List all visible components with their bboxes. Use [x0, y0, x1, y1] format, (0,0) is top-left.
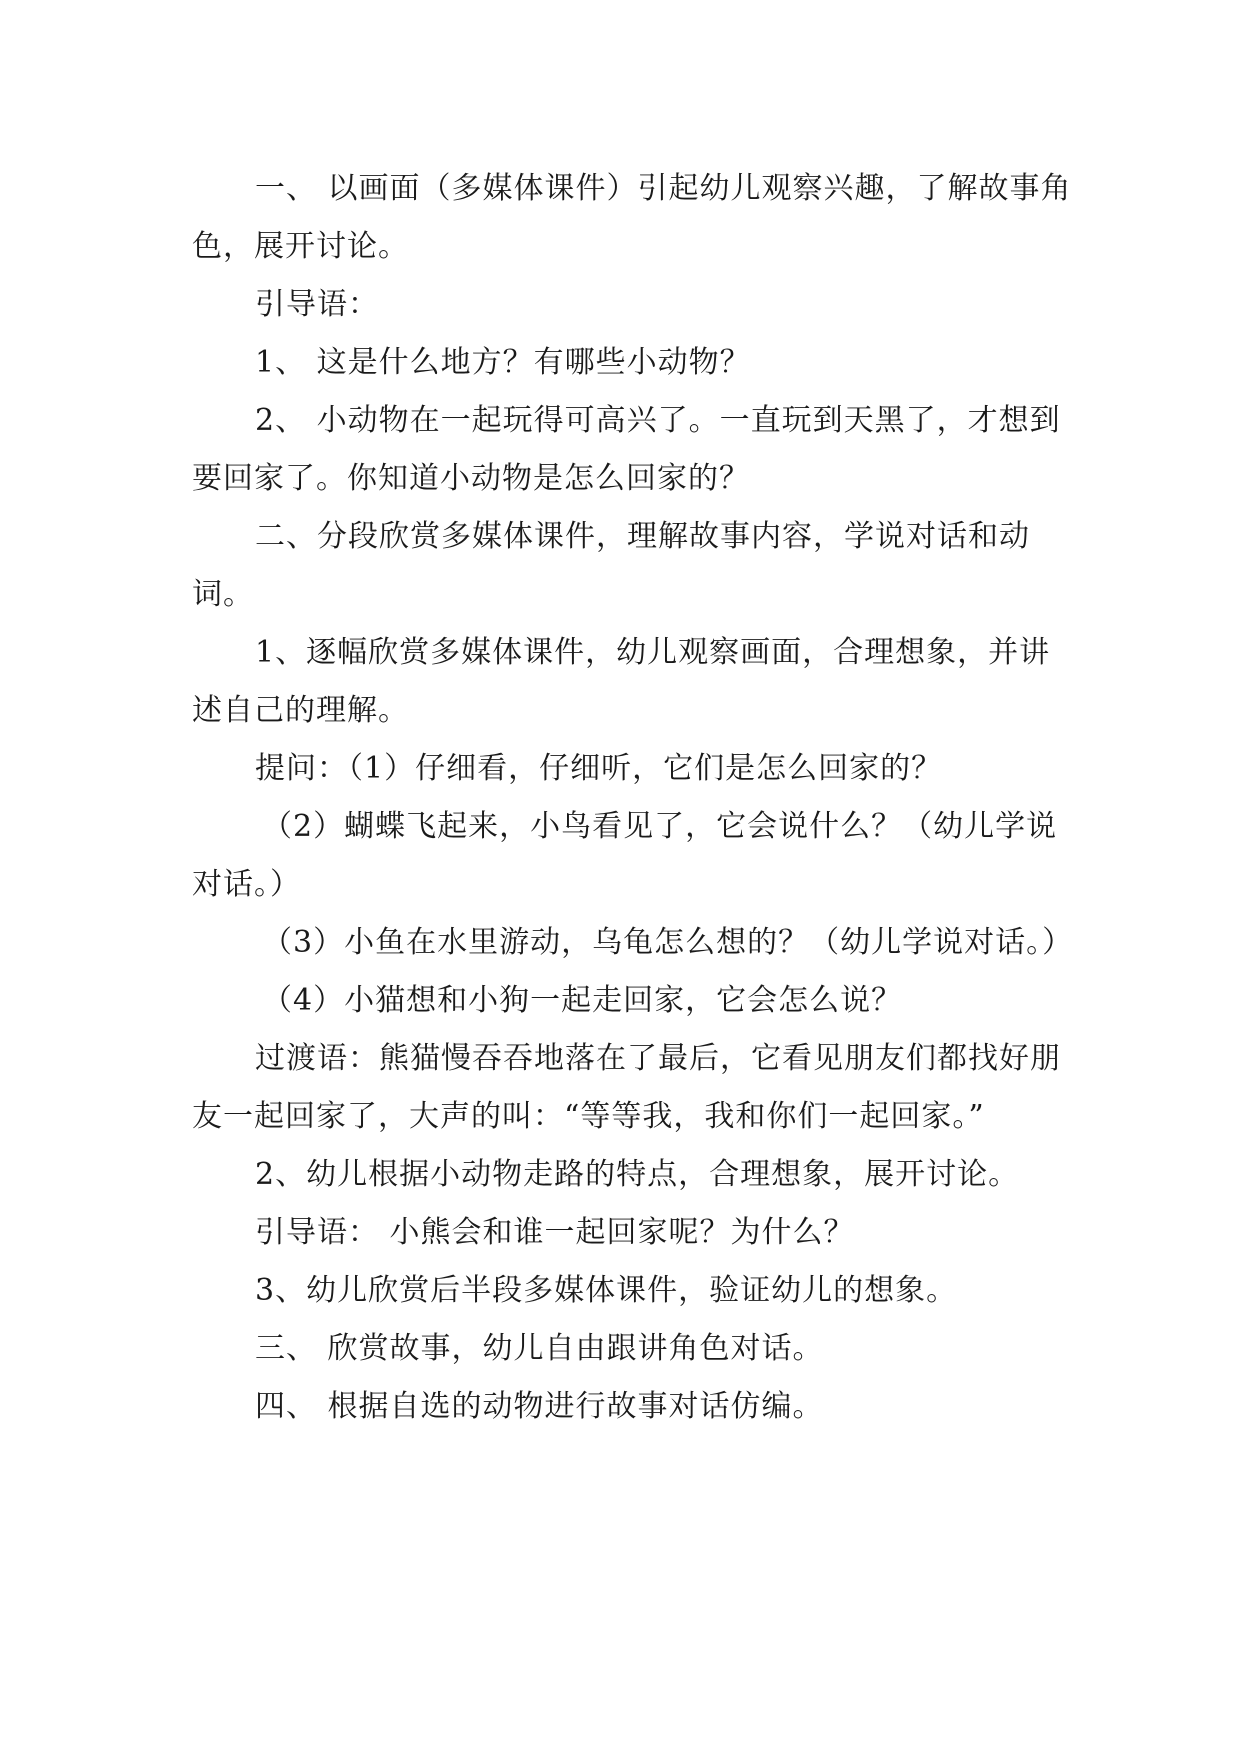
step-3: 3、幼儿欣赏后半段多媒体课件，验证幼儿的想象。: [255, 1273, 958, 1308]
guide-label: 引导语：: [255, 287, 379, 322]
section-one-heading: 一、 以画面（多媒体课件）引起幼儿观察兴趣，了解故事角色，展开讨论。: [192, 171, 1072, 264]
question-1: 提问：（1）仔细看，仔细听，它们是怎么回家的？: [255, 751, 943, 786]
question-2: （2）蝴蝶飞起来，小鸟看见了，它会说什么？（幼儿学说对话。）: [192, 809, 1058, 902]
transition-text: 过渡语：熊猫慢吞吞地落在了最后，它看见朋友们都找好朋友一起回家了，大声的叫：“等等我，我和你们一起回家。”: [192, 1041, 1061, 1134]
section-three-heading: 三、 欣赏故事，幼儿自由跟讲角色对话。: [255, 1331, 824, 1366]
step-2: 2、幼儿根据小动物走路的特点，合理想象，展开讨论。: [255, 1157, 1020, 1192]
guide-question-1: 1、 这是什么地方？有哪些小动物？: [255, 345, 751, 380]
step-1: 1、逐幅欣赏多媒体课件，幼儿观察画面，合理想象，并讲述自己的理解。: [192, 635, 1051, 728]
guide-question-bear: 引导语： 小熊会和谁一起回家呢？为什么？: [255, 1215, 855, 1250]
question-3: （3）小鱼在水里游动，乌龟怎么想的？（幼儿学说对话。）: [262, 925, 1074, 960]
section-four-heading: 四、 根据自选的动物进行故事对话仿编。: [255, 1389, 824, 1424]
guide-question-2: 2、 小动物在一起玩得可高兴了。一直玩到天黑了，才想到要回家了。你知道小动物是怎么回家的？: [192, 403, 1061, 496]
question-4: （4）小猫想和小狗一起走回家，它会怎么说？: [262, 983, 903, 1018]
section-two-heading: 二、分段欣赏多媒体课件，理解故事内容，学说对话和动词。: [192, 519, 1030, 612]
document-body: [192, 160, 1072, 1436]
